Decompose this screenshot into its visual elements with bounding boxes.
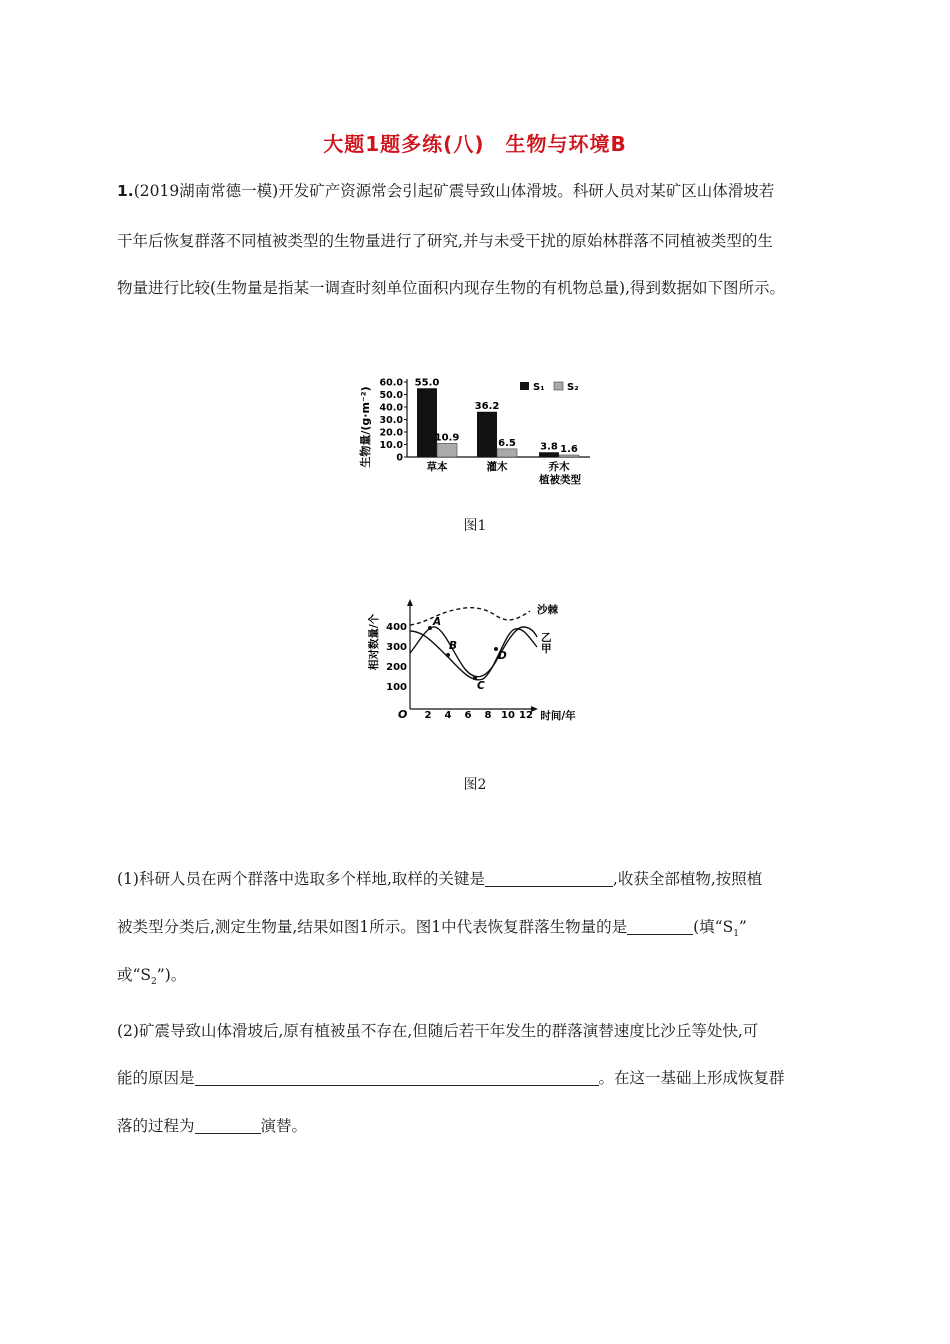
part1-text-f: 或“S: [117, 966, 152, 984]
fig2-line-shaji: [410, 608, 530, 625]
page-title: 大题1题多练(八) 生物与环境B: [323, 132, 627, 156]
fig1-legend-s1: S₁: [533, 382, 545, 393]
figure-1: [355, 365, 605, 490]
part1-text-a: (1)科研人员在两个群落中选取多个样地,取样的关键是: [117, 870, 485, 888]
fig2-ytick-400: 400: [386, 622, 407, 633]
fig1-ytick-label: 30.0: [379, 415, 403, 426]
fig1-bar-s1-2: [539, 452, 559, 457]
fig1-ytick-label: 40.0: [379, 402, 403, 414]
question-1-intro: [117, 178, 837, 204]
fig2-xtick-4: 4: [444, 710, 452, 721]
part2-line-3: [117, 1113, 837, 1139]
fig1-value-label: 55.0: [414, 377, 440, 389]
part1-line-3: [117, 962, 837, 995]
fig2-label-a: A: [433, 616, 442, 628]
fig1-legend-s2-swatch: [554, 382, 563, 390]
intro-text-1: (2019湖南常德一模)开发矿产资源常会引起矿震导致山体滑坡。科研人员对某矿区山体滑坡若: [133, 182, 775, 200]
fig2-xtick-6: 6: [464, 710, 472, 721]
fig1-category-label: 乔木: [548, 461, 570, 473]
fig2-ylabel: 相对数量/个: [368, 613, 380, 671]
fig1-value-label: 3.8: [540, 441, 558, 453]
fig1-value-label: 1.6: [560, 444, 578, 455]
fig2-ytick-100: 100: [386, 682, 407, 693]
figure-1-chart: [355, 365, 605, 490]
fig2-origin: O: [398, 708, 408, 721]
fig1-bar-s2-0: [437, 443, 457, 457]
part1-text-d: (填“S: [693, 918, 734, 936]
fig1-xlabel: 植被类型: [539, 474, 581, 486]
answer-blank-sampling[interactable]: [485, 870, 613, 887]
fig1-ytick-label: 20.0: [379, 427, 403, 439]
fig1-category-label: 草本: [426, 461, 448, 473]
fig2-label-c: C: [477, 680, 485, 692]
part2-line-2: [117, 1065, 837, 1091]
fig1-category-label: 灌木: [486, 461, 508, 473]
fig1-ylabel: 生物量/(g·m⁻²): [359, 386, 372, 468]
part1-text-g: ”)。: [156, 966, 187, 984]
part1-text-b: ,收获全部植物,按照植: [612, 870, 763, 888]
answer-blank-succession[interactable]: [195, 1117, 261, 1134]
part1-text-e: ”: [738, 918, 747, 936]
fig1-legend-s2: S₂: [567, 382, 579, 393]
fig1-ytick-label: 60.0: [379, 377, 403, 389]
part1-text-c: 被类型分类后,测定生物量,结果如图1所示。图1中代表恢复群落生物量的是: [117, 918, 628, 936]
fig1-ytick-label: 50.0: [379, 390, 403, 401]
answer-blank-reason[interactable]: [195, 1069, 599, 1086]
question-number: 1.: [117, 182, 134, 200]
fig2-label-shaji: 沙棘: [537, 604, 558, 616]
fig2-ytick-200: 200: [386, 662, 407, 673]
fig1-value-label: 6.5: [498, 437, 516, 449]
fig2-xtick-12: 12: [519, 710, 533, 721]
fig1-ytick-label: 10.0: [379, 440, 403, 451]
part1-line-1: [117, 866, 837, 892]
fig2-label-d: D: [498, 650, 507, 662]
fig1-bar-s1-0: [417, 388, 437, 457]
fig1-bar-s1-1: [477, 412, 497, 457]
part1-sub-2: 2: [151, 977, 157, 988]
answer-blank-s[interactable]: [627, 918, 693, 935]
fig2-xtick-10: 10: [501, 710, 515, 721]
fig2-point-b: [446, 653, 450, 657]
fig2-point-a: [428, 626, 432, 630]
intro-line-1: [117, 178, 837, 204]
figure-2-chart: [365, 597, 595, 727]
part2-text-b: 。在这一基础上形成恢复群: [598, 1069, 785, 1087]
fig2-label-yi: 乙: [541, 632, 552, 644]
fig2-ytick-300: 300: [386, 642, 407, 653]
part2-line-1: (2)矿震导致山体滑坡后,原有植被虽不存在,但随后若干年发生的群落演替速度比沙丘等处快,可: [117, 1022, 759, 1040]
fig1-value-label: 10.9: [434, 432, 460, 444]
fig2-label-b: B: [449, 640, 458, 652]
figure-2-caption: 图2: [463, 777, 487, 793]
figure-2: [365, 597, 595, 727]
fig1-bar-s2-2: [559, 455, 579, 457]
fig2-xtick-2: 2: [424, 710, 432, 721]
fig1-legend-s1-swatch: [520, 382, 529, 390]
fig1-ytick-label: 0: [396, 452, 403, 464]
part2-text-a: 能的原因是: [117, 1069, 195, 1087]
fig1-value-label: 36.2: [474, 400, 500, 412]
fig2-line-jia: [410, 629, 537, 680]
part2-text-d: 演替。: [260, 1117, 308, 1135]
fig2-label-jia: 甲: [541, 643, 552, 655]
figure-1-caption: 图1: [463, 518, 487, 534]
fig2-line-yi: [410, 627, 537, 677]
fig2-xlabel: 时间/年: [540, 710, 576, 722]
part2-text-c: 落的过程为: [117, 1117, 195, 1135]
fig2-xtick-8: 8: [484, 710, 492, 721]
intro-line-2: 干年后恢复群落不同植被类型的生物量进行了研究,并与未受干扰的原始林群落不同植被类型的生: [117, 232, 773, 250]
intro-line-3: 物量进行比较(生物量是指某一调查时刻单位面积内现存生物的有机物总量),得到数据如下图所示。: [117, 279, 786, 297]
fig2-y-arrow: [407, 599, 413, 606]
part1-line-2: [117, 914, 837, 947]
fig1-bar-s2-1: [497, 449, 517, 457]
part1-sub-1: 1: [733, 929, 739, 940]
